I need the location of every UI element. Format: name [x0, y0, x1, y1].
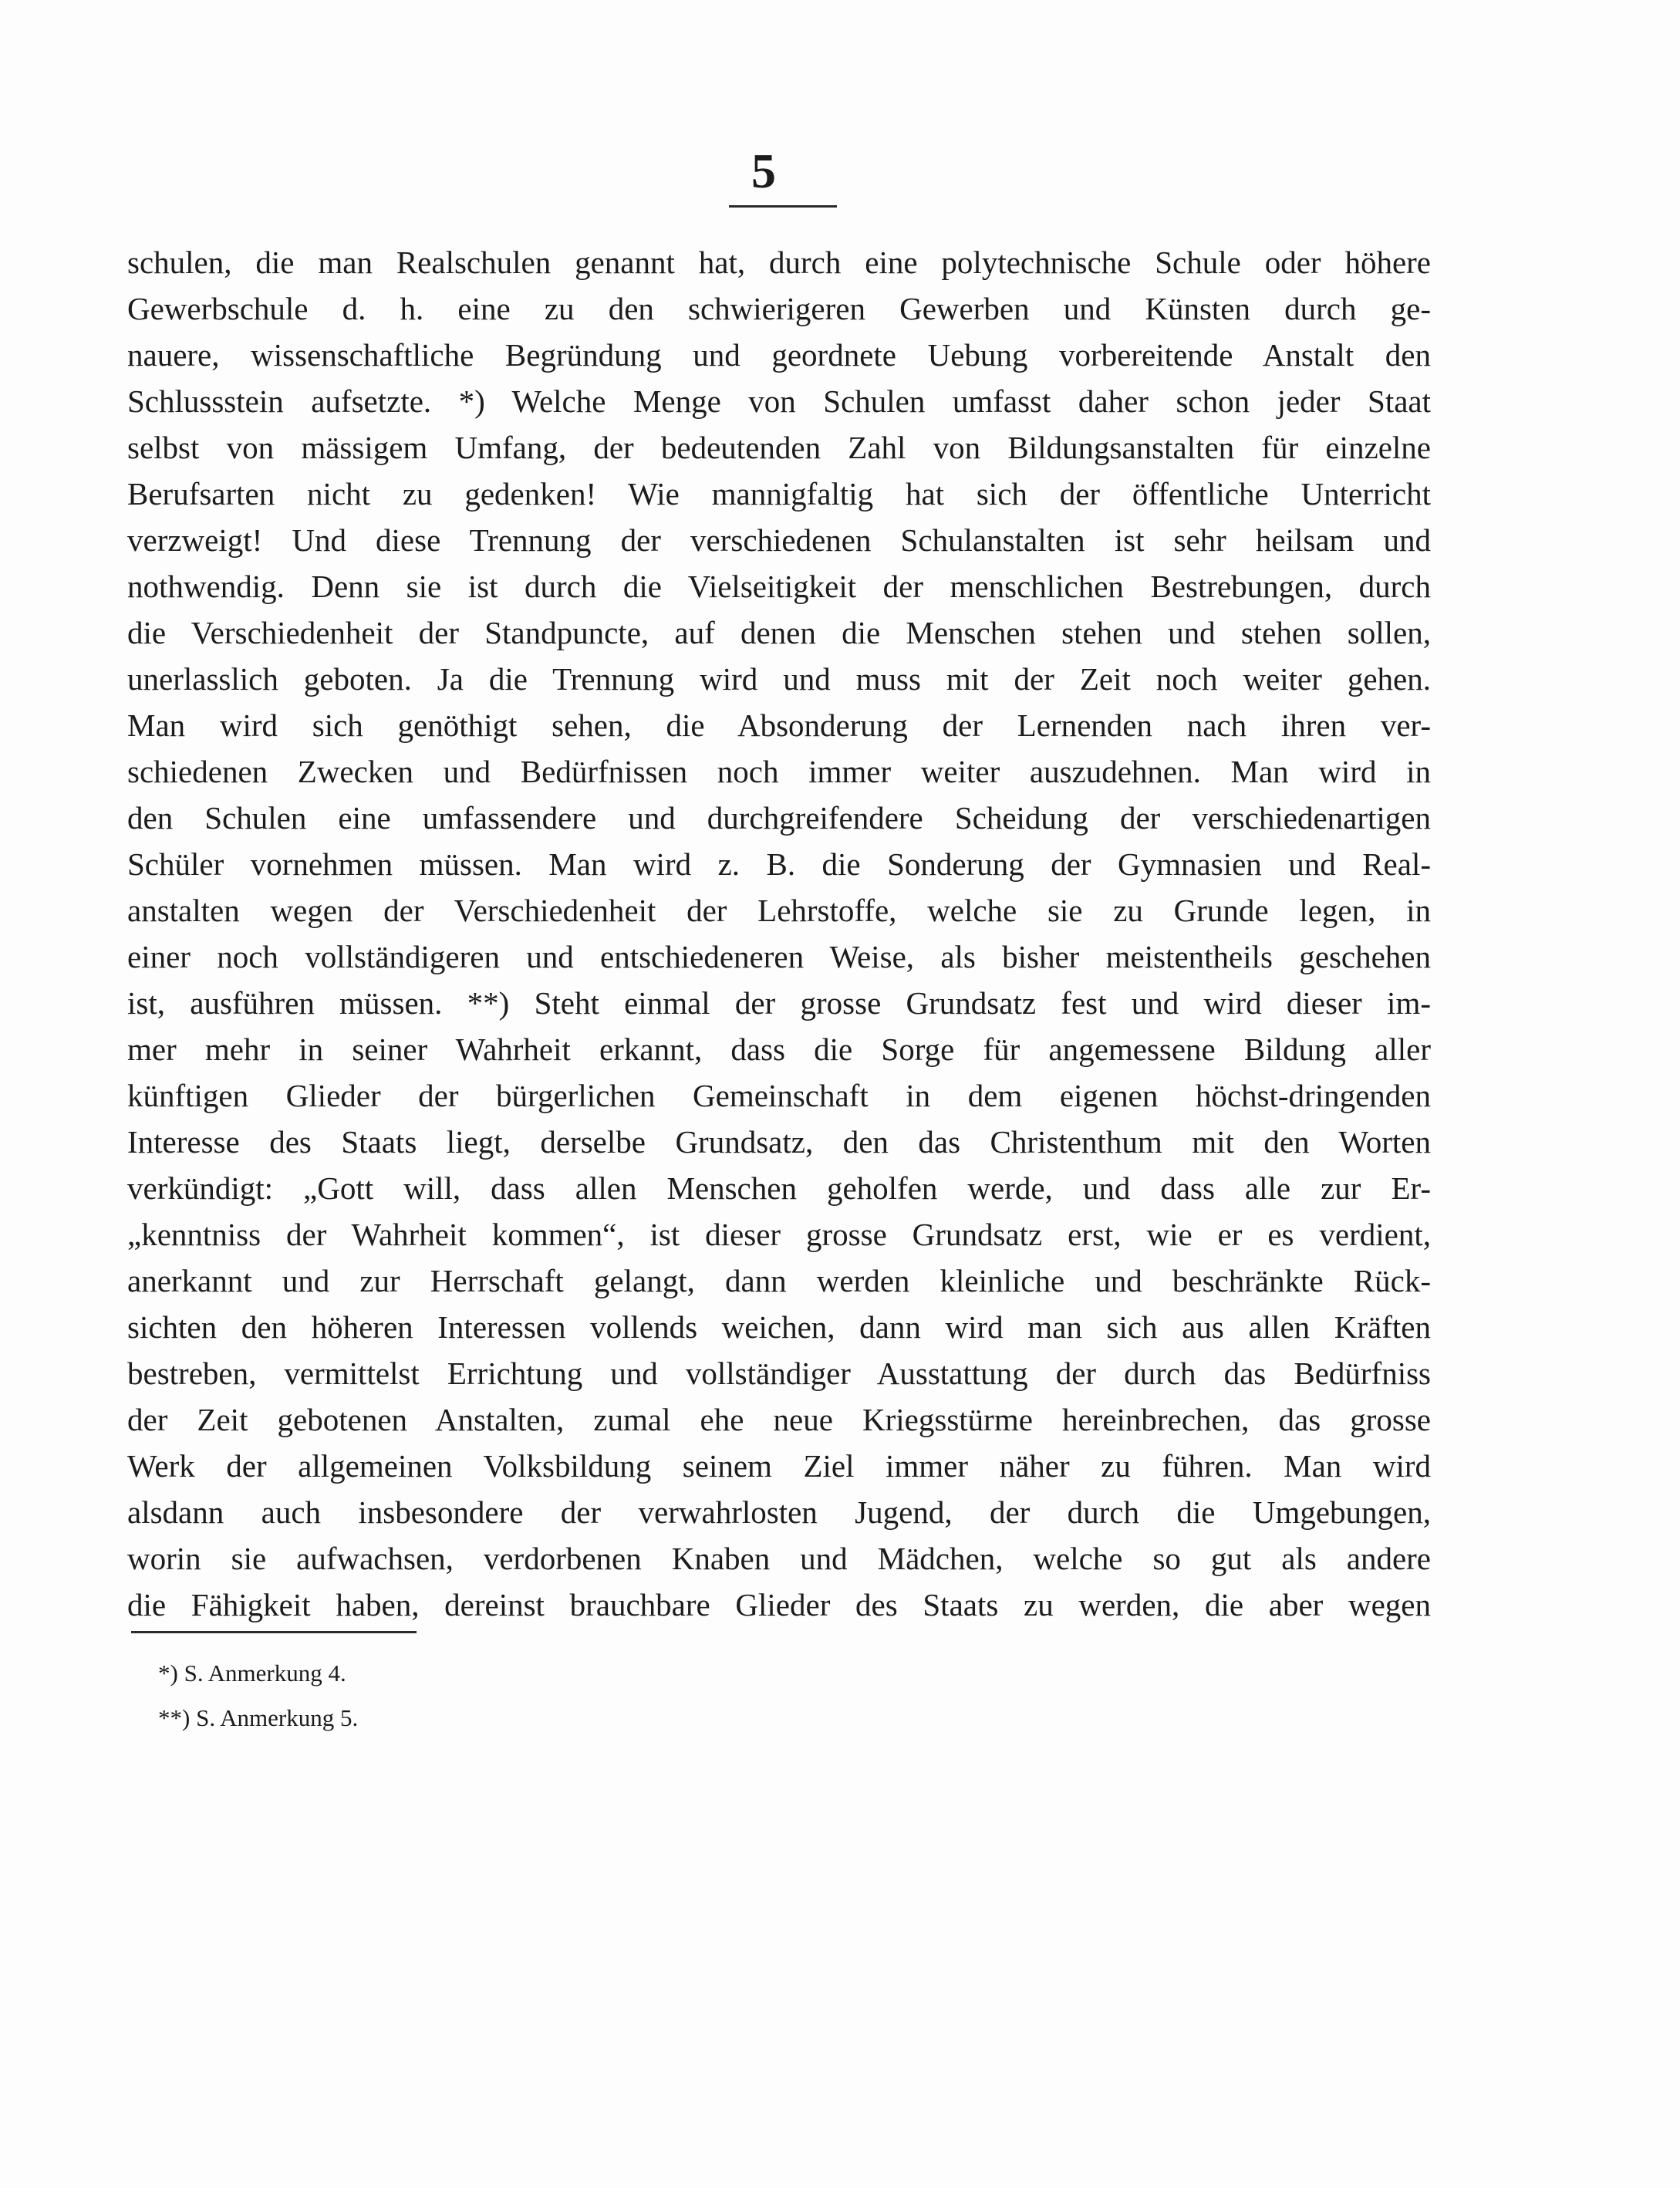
text-line: Schüler vornehmen müssen. Man wird z. B. die Sonderung der Gymnasien und Real- — [127, 846, 1431, 882]
text-line: Berufsarten nicht zu gedenken! Wie mannigfaltig hat sich der öffentliche Unterricht — [127, 476, 1431, 512]
footnote-mark: *) — [158, 1660, 178, 1687]
footnote-text: S. Anmerkung 5. — [196, 1704, 359, 1731]
footnote-text: S. Anmerkung 4. — [184, 1660, 346, 1687]
text-line: Schlussstein aufsetzte. *) Welche Menge von Schulen umfasst daher schon jeder Staat — [127, 383, 1431, 419]
text-line: der Zeit gebotenen Anstalten, zumal ehe neue Kriegsstürme hereinbrechen, das grosse — [127, 1402, 1431, 1437]
text-line: Werk der allgemeinen Volksbildung seinem Ziel immer näher zu führen. Man wird — [127, 1448, 1431, 1484]
footnote — [158, 1651, 621, 1696]
body-text — [127, 239, 1431, 1628]
text-line: worin sie aufwachsen, verdorbenen Knaben und Mädchen, welche so gut als andere — [127, 1541, 1431, 1576]
text-line: ist, ausführen müssen. **) Steht einmal der grosse Grundsatz fest und wird dieser im- — [127, 985, 1431, 1021]
text-line: schiedenen Zwecken und Bedürfnissen noch immer weiter auszudehnen. Man wird in — [127, 754, 1431, 789]
text-line: „kenntniss der Wahrheit kommen“, ist dieser grosse Grundsatz erst, wie er es verdient, — [127, 1217, 1431, 1252]
text-line: verkündigt: „Gott will, dass allen Menschen geholfen werde, und dass alle zur Er- — [127, 1170, 1431, 1206]
page-number: 5 — [751, 144, 776, 198]
text-line: schulen, die man Realschulen genannt hat, durch eine polytechnische Schule oder höhere — [127, 245, 1431, 280]
text-line: sichten den höheren Interessen vollends weichen, dann wird man sich aus allen Kräften — [127, 1309, 1431, 1345]
text-line: bestreben, vermittelst Errichtung und vollständiger Ausstattung der durch das Bedürfniss — [127, 1356, 1431, 1391]
text-line: Gewerbschule d. h. eine zu den schwierigeren Gewerben und Künsten durch ge- — [127, 291, 1431, 326]
text-line: künftigen Glieder der bürgerlichen Gemeinschaft in dem eigenen höchst-dringenden — [127, 1078, 1431, 1113]
text-line: Interesse des Staats liegt, derselbe Grundsatz, den das Christenthum mit den Worten — [127, 1124, 1431, 1160]
text-line: einer noch vollständigeren und entschiedeneren Weise, als bisher meistentheils geschehen — [127, 939, 1431, 974]
text-line: die Verschiedenheit der Standpuncte, auf denen die Menschen stehen und stehen sollen, — [127, 615, 1431, 650]
text-line: unerlasslich geboten. Ja die Trennung wird und muss mit der Zeit noch weiter gehen. — [127, 661, 1431, 697]
footnote-rule — [131, 1631, 417, 1633]
text-line: verzweigt! Und diese Trennung der verschiedenen Schulanstalten ist sehr heilsam und — [127, 522, 1431, 558]
footnote — [158, 1696, 621, 1741]
text-line: anerkannt und zur Herrschaft gelangt, dann werden kleinliche und beschränkte Rück- — [127, 1263, 1431, 1298]
footnotes — [158, 1651, 621, 1741]
text-line: mer mehr in seiner Wahrheit erkannt, dass die Sorge für angemessene Bildung aller — [127, 1032, 1431, 1067]
text-line: alsdann auch insbesondere der verwahrlosten Jugend, der durch die Umgebungen, — [127, 1494, 1431, 1530]
text-line: nothwendig. Denn sie ist durch die Vielseitigkeit der menschlichen Bestrebungen, durch — [127, 569, 1431, 604]
text-line: anstalten wegen der Verschiedenheit der Lehrstoffe, welche sie zu Grunde legen, in — [127, 893, 1431, 928]
text-line: Man wird sich genöthigt sehen, die Absonderung der Lernenden nach ihren ver- — [127, 707, 1431, 743]
header-rule — [729, 205, 837, 208]
footnote-mark: **) — [158, 1704, 191, 1731]
text-line: selbst von mässigem Umfang, der bedeutenden Zahl von Bildungsanstalten für einzelne — [127, 430, 1431, 465]
text-line: den Schulen eine umfassendere und durchgreifendere Scheidung der verschiedenartigen — [127, 800, 1431, 836]
text-line: die Fähigkeit haben, dereinst brauchbare Glieder des Staats zu werden, die aber wegen — [127, 1587, 1431, 1622]
text-line: nauere, wissenschaftliche Begründung und geordnete Uebung vorbereitende Anstalt den — [127, 337, 1431, 373]
